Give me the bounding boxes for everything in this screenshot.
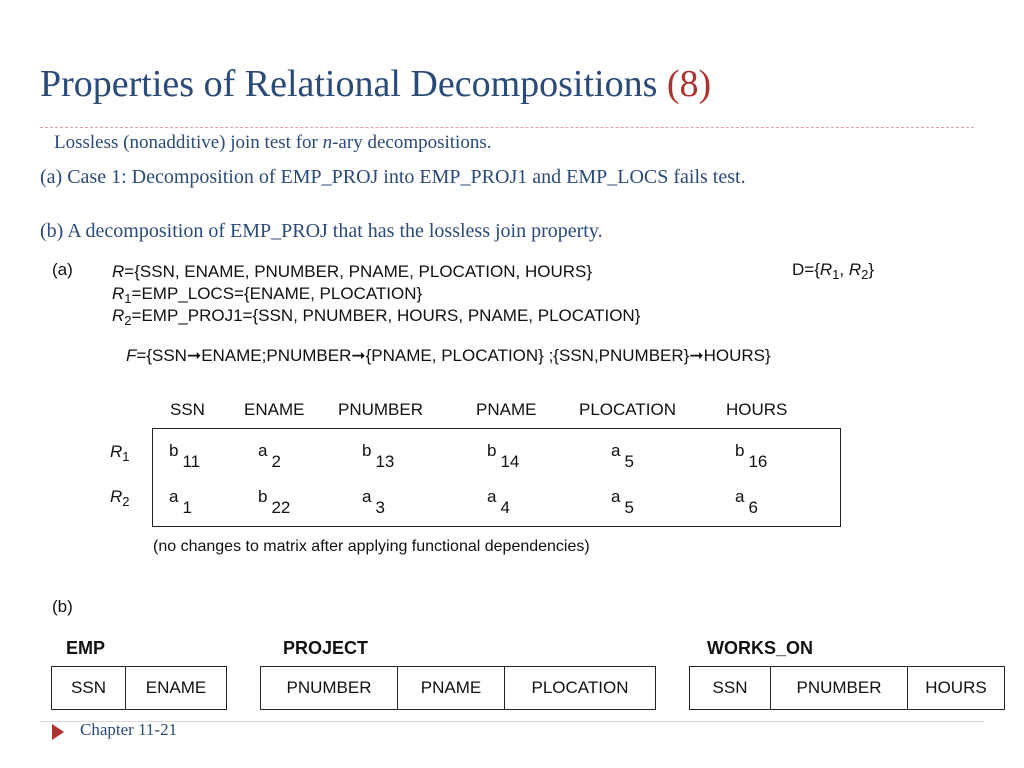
- cell-symbol: a: [362, 487, 372, 506]
- cell-index: 2: [271, 452, 281, 471]
- cell-symbol: b: [735, 441, 745, 460]
- attr-pnumber: PNUMBER: [261, 667, 398, 709]
- r-symbol: R: [112, 262, 125, 281]
- r2-sub: 2: [124, 313, 132, 328]
- cell-index: 3: [375, 498, 385, 517]
- matrix-cell: [258, 441, 281, 471]
- matrix-cell: [487, 441, 520, 471]
- matrix-cell: [169, 487, 192, 517]
- matrix-note: (no changes to matrix after applying functional dependencies): [153, 538, 590, 555]
- title-number: (8): [666, 63, 712, 105]
- matrix-cell: [169, 441, 201, 471]
- d-post: }: [868, 260, 875, 279]
- f-definition: [126, 346, 771, 366]
- subtitle: [54, 132, 491, 154]
- matrix-cell: [611, 441, 634, 471]
- attr-ssn: SSN: [52, 667, 126, 709]
- f-def-text: ={SSN➞ENAME;PNUMBER➞{PNAME, PLOCATION} ;{SSN,PNUMBER}➞HOURS}: [136, 346, 771, 365]
- attr-pname: PNAME: [398, 667, 505, 709]
- matrix-cell: [735, 441, 768, 471]
- cell-symbol: b: [169, 441, 179, 460]
- cell-index: 16: [748, 452, 768, 471]
- matrix-cell: [735, 487, 758, 517]
- r1-sub: 1: [124, 291, 132, 306]
- matrix-cell: [487, 487, 510, 517]
- col-header-pname: PNAME: [476, 400, 537, 419]
- cell-symbol: a: [611, 441, 621, 460]
- r1-def-text: =EMP_LOCS={ENAME, PLOCATION}: [131, 284, 423, 303]
- col-header-ssn: SSN: [170, 400, 205, 419]
- row-r1-symbol: R: [110, 442, 123, 461]
- f-symbol: F: [126, 346, 137, 365]
- caption-a: (a) Case 1: Decomposition of EMP_PROJ into EMP_PROJ1 and EMP_LOCS fails test.: [40, 166, 746, 188]
- figure-b-label: (b): [52, 597, 73, 616]
- cell-index: 6: [748, 498, 758, 517]
- cell-index: 4: [500, 498, 510, 517]
- cell-index: 1: [182, 498, 192, 517]
- cell-symbol: a: [258, 441, 268, 460]
- cell-index: 11: [182, 452, 201, 471]
- col-header-ename: ENAME: [244, 400, 305, 419]
- col-header-hours: HOURS: [726, 400, 788, 419]
- r2-def-text: =EMP_PROJ1={SSN, PNUMBER, HOURS, PNAME, PLOCATION}: [131, 306, 641, 325]
- r1-symbol: R: [112, 284, 125, 303]
- title-divider: [40, 127, 974, 128]
- r-definition: [112, 262, 592, 282]
- attr-hours: HOURS: [925, 678, 987, 697]
- relation-name-emp: EMP: [66, 638, 106, 658]
- d-r1-sub: 1: [832, 267, 840, 282]
- d-r2-sub: 2: [861, 267, 869, 282]
- attr-pnumber: PNUMBER: [771, 667, 908, 709]
- relation-name-works-on: WORKS_ON: [707, 638, 814, 658]
- row-label-r2: [110, 487, 130, 509]
- matrix-cell: [362, 441, 395, 471]
- cell-index: 22: [271, 498, 291, 517]
- d-r1: R: [819, 260, 833, 279]
- footer-chapter: Chapter 11-21: [80, 720, 178, 739]
- r-def-text: ={SSN, ENAME, PNUMBER, PNAME, PLOCATION, HOURS}: [124, 262, 593, 281]
- relation-project: [260, 666, 656, 710]
- caption-b: (b) A decomposition of EMP_PROJ that has the lossless join property.: [40, 220, 603, 242]
- cell-index: 5: [624, 452, 634, 471]
- attr-plocation: PLOCATION: [531, 678, 629, 697]
- cell-symbol: a: [169, 487, 179, 506]
- row-r2-sub: 2: [122, 494, 130, 509]
- subtitle-post: -ary decompositions.: [332, 132, 492, 153]
- cell-symbol: b: [362, 441, 372, 460]
- relation-emp: [51, 666, 227, 710]
- title-main: Properties of Relational Decompositions: [40, 63, 658, 105]
- matrix-cell: [611, 487, 634, 517]
- subtitle-pre: Lossless (nonadditive) join test for: [54, 132, 323, 153]
- d-r2: R: [848, 260, 862, 279]
- triangle-bullet-icon: [52, 724, 64, 740]
- r2-symbol: R: [112, 306, 125, 325]
- attr-ssn: SSN: [690, 667, 771, 709]
- cell-index: 13: [375, 452, 395, 471]
- col-header-pnumber: PNUMBER: [338, 400, 424, 419]
- relation-name-project: PROJECT: [283, 638, 369, 658]
- cell-symbol: a: [735, 487, 745, 506]
- cell-index: 14: [500, 452, 520, 471]
- cell-symbol: a: [487, 487, 497, 506]
- d-definition: [792, 260, 874, 282]
- cell-symbol: a: [611, 487, 621, 506]
- cell-symbol: b: [258, 487, 268, 506]
- row-label-r1: [110, 442, 130, 464]
- footer-divider: [40, 721, 984, 722]
- subtitle-n: n: [322, 132, 333, 153]
- slide-title: [40, 62, 711, 106]
- figure-a-label: (a): [52, 260, 73, 279]
- r2-definition: [112, 306, 640, 328]
- row-r1-sub: 1: [122, 449, 130, 464]
- d-pre: D={: [792, 260, 820, 279]
- row-r2-symbol: R: [110, 487, 123, 506]
- matrix-cell: [258, 487, 291, 517]
- cell-symbol: b: [487, 441, 497, 460]
- col-header-plocation: PLOCATION: [579, 400, 676, 419]
- relation-works-on: [689, 666, 1005, 710]
- r1-definition: [112, 284, 422, 306]
- matrix-cell: [362, 487, 385, 517]
- cell-index: 5: [624, 498, 634, 517]
- d-sep: ,: [839, 260, 849, 279]
- attr-ename: ENAME: [145, 678, 207, 697]
